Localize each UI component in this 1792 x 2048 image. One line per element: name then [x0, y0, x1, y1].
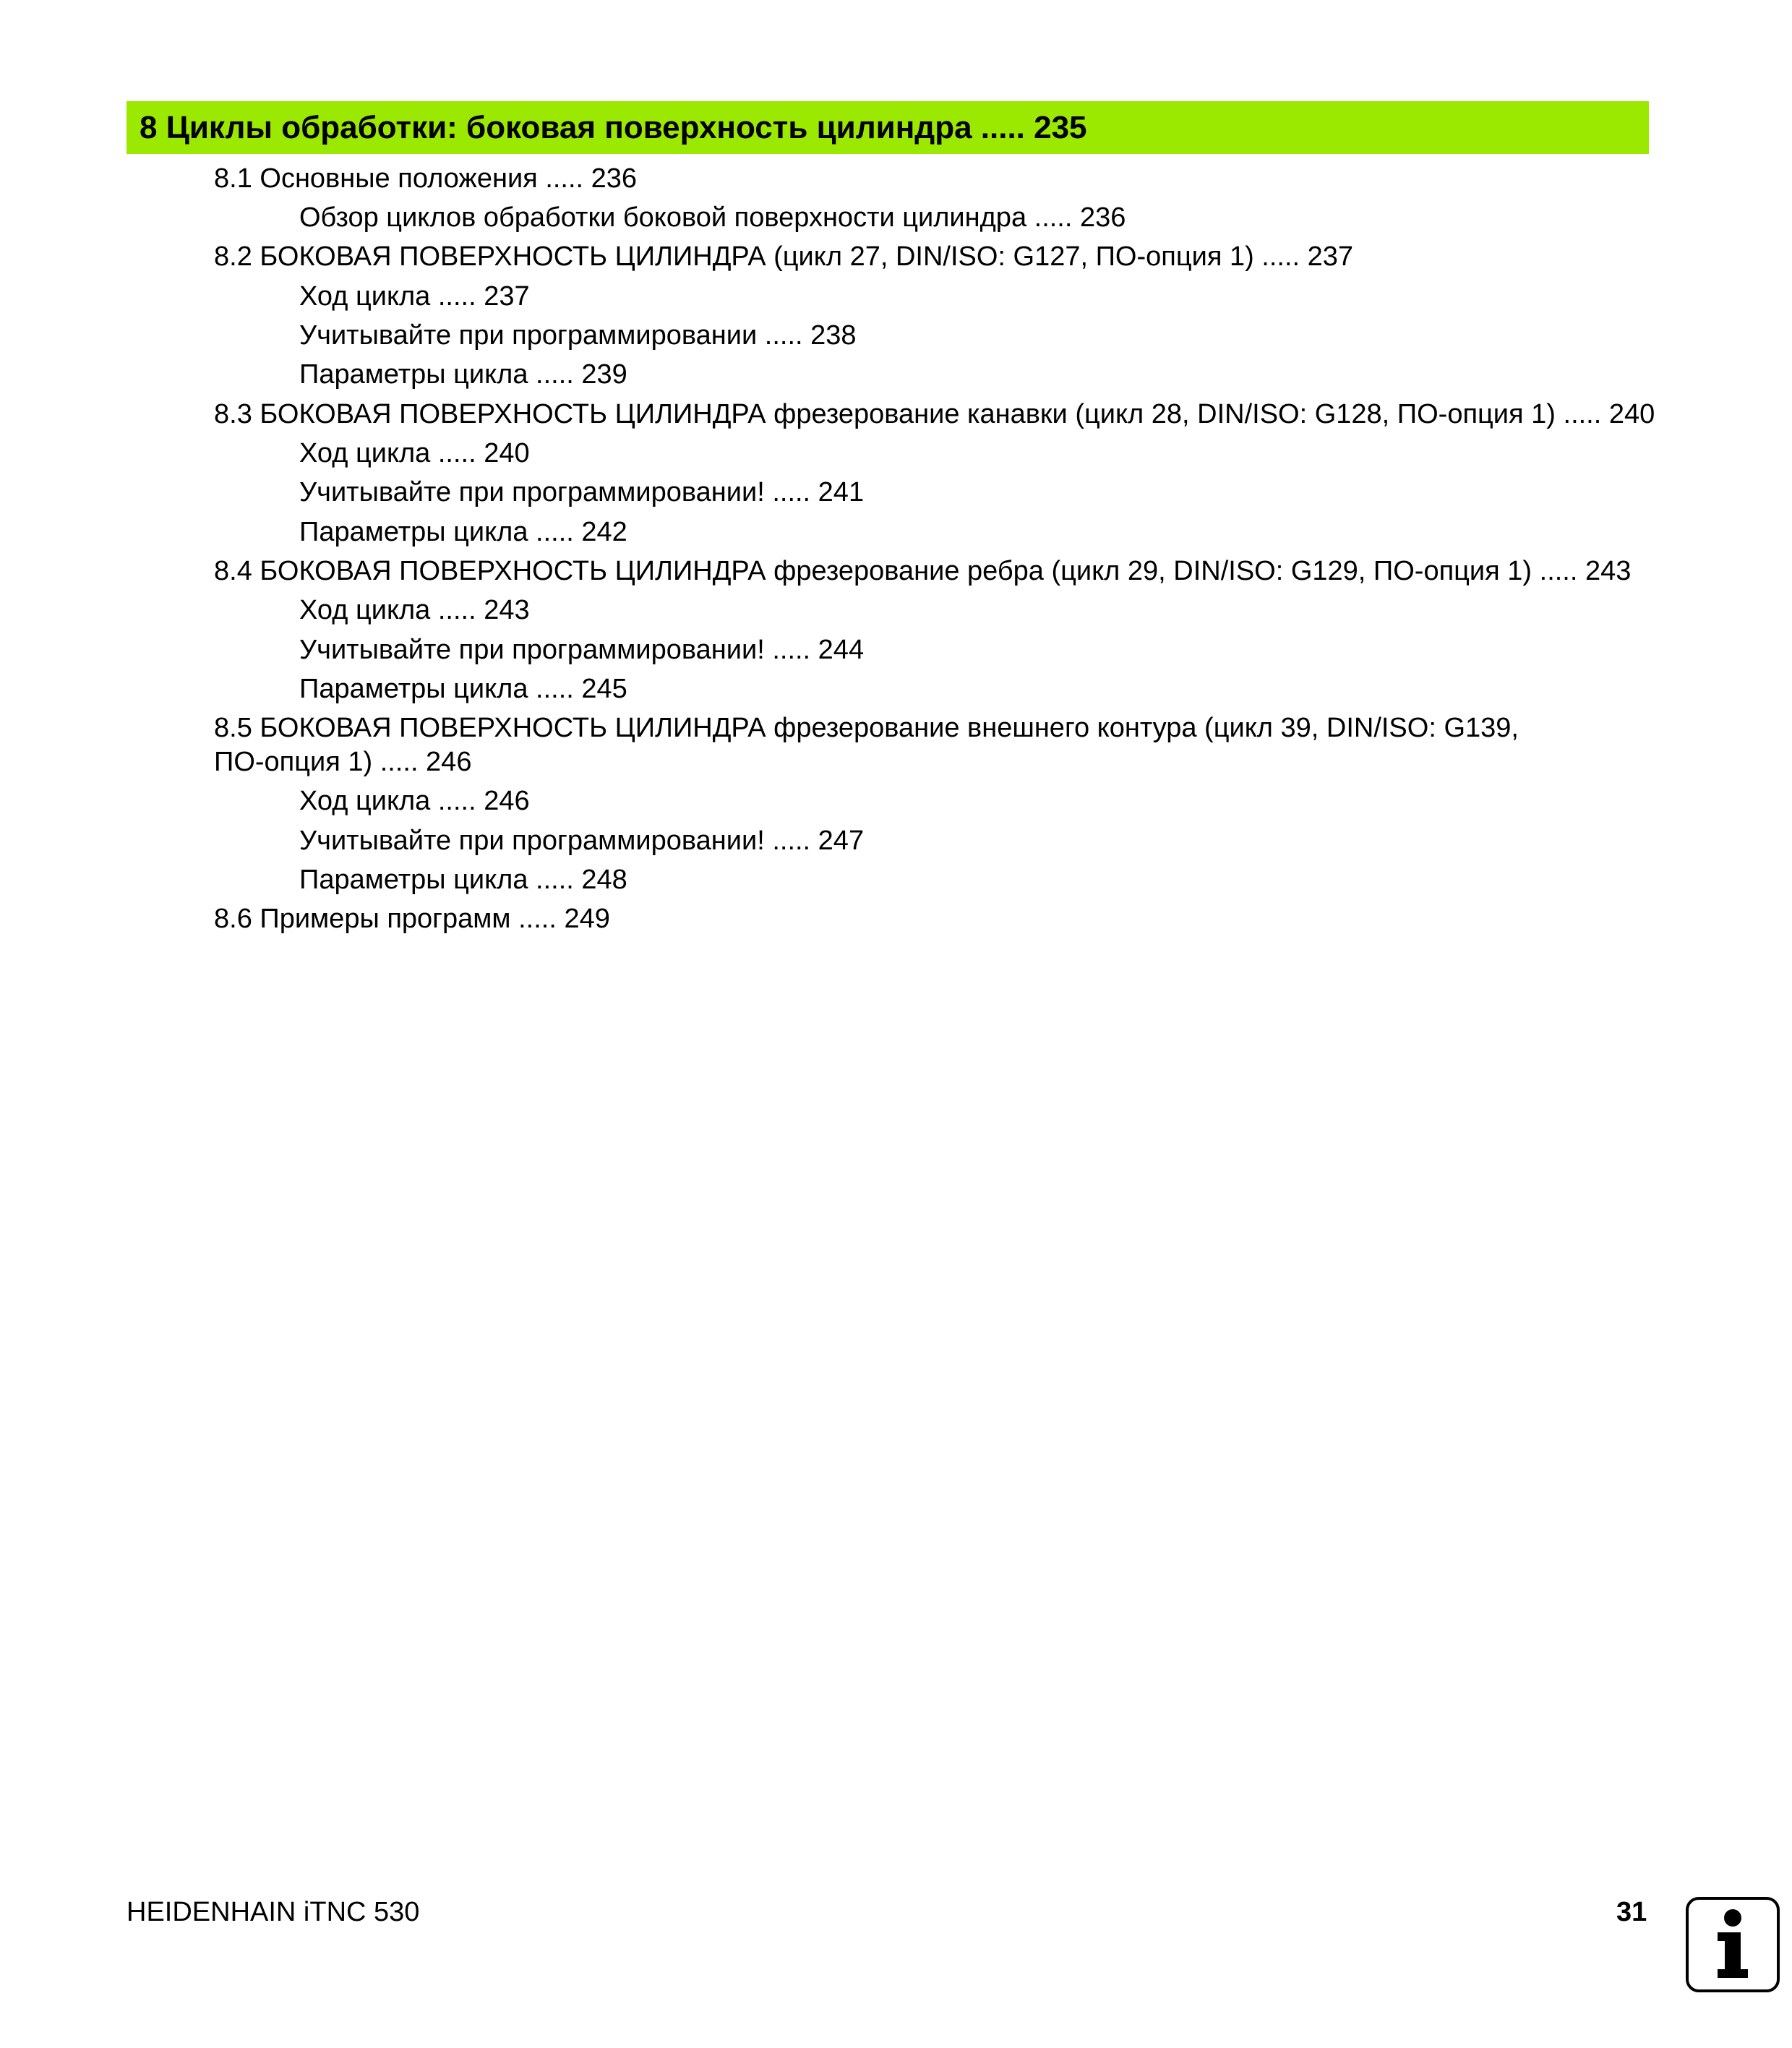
toc-entry[interactable]: Параметры цикла ..... 248 — [299, 865, 627, 895]
info-icon — [1686, 1897, 1780, 1992]
toc-entry[interactable]: Ход цикла ..... 243 — [299, 595, 530, 625]
toc-entry[interactable]: Параметры цикла ..... 239 — [299, 359, 627, 390]
toc-entry[interactable]: Параметры цикла ..... 245 — [299, 674, 627, 704]
toc-entry[interactable]: 8.3 БОКОВАЯ ПОВЕРХНОСТЬ ЦИЛИНДРА фрезерование канавки (цикл 28, DIN/ISO: G128, ПО-опция 1) ..... 240 — [214, 399, 1655, 429]
toc-entry[interactable]: Ход цикла ..... 237 — [299, 281, 530, 312]
toc-entry-continuation[interactable]: ПО-опция 1) ..... 246 — [214, 747, 472, 777]
toc-entry[interactable]: Параметры цикла ..... 242 — [299, 517, 627, 547]
toc-entry[interactable]: Учитывайте при программировании! ..... 241 — [299, 477, 865, 507]
toc-entry[interactable]: Ход цикла ..... 246 — [299, 786, 530, 816]
toc-entry[interactable]: 8.2 БОКОВАЯ ПОВЕРХНОСТЬ ЦИЛИНДРА (цикл 27, DIN/ISO: G127, ПО-опция 1) ..... 237 — [214, 241, 1354, 272]
footer-product-name: HEIDENHAIN iTNC 530 — [127, 1897, 420, 1927]
chapter-header-bar — [127, 101, 1649, 154]
toc-entry[interactable]: 8.5 БОКОВАЯ ПОВЕРХНОСТЬ ЦИЛИНДРА фрезерование внешнего контура (цикл 39, DIN/ISO: G139, — [214, 713, 1519, 743]
page-number: 31 — [1616, 1897, 1647, 1927]
toc-entry[interactable]: Учитывайте при программировании! ..... 247 — [299, 826, 865, 856]
toc-entry[interactable]: 8.4 БОКОВАЯ ПОВЕРХНОСТЬ ЦИЛИНДРА фрезерование ребра (цикл 29, DIN/ISO: G129, ПО-опция 1) ..... 243 — [214, 556, 1632, 586]
toc-entry[interactable]: 8.6 Примеры программ ..... 249 — [214, 904, 610, 934]
toc-entry[interactable]: 8.1 Основные положения ..... 236 — [214, 163, 638, 194]
toc-entry[interactable]: Учитывайте при программировании! ..... 244 — [299, 635, 865, 665]
chapter-title[interactable]: 8 Циклы обработки: боковая поверхность цилиндра ..... 235 — [140, 110, 1087, 145]
toc-entry[interactable]: Ход цикла ..... 240 — [299, 438, 530, 468]
toc-entry[interactable]: Учитывайте при программировании ..... 238 — [299, 320, 857, 351]
toc-entry[interactable]: Обзор циклов обработки боковой поверхности цилиндра ..... 236 — [299, 202, 1126, 233]
